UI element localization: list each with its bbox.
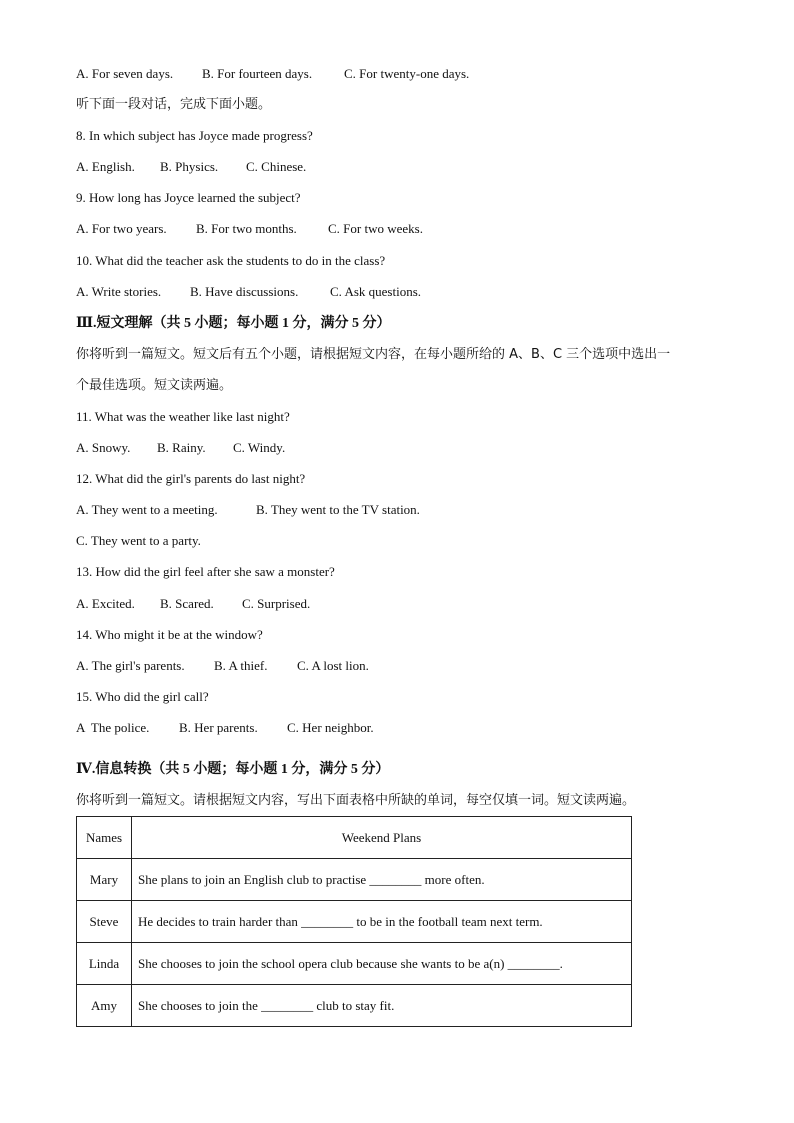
row-plan: He decides to train harder than ________ to be in the football team next term.: [132, 901, 632, 943]
line-text: 10. What did the teacher ask the students to do in the class?: [76, 253, 386, 268]
answer-option: B. Rainy.: [157, 440, 206, 455]
row-plan: She chooses to join the school opera club because she wants to be a(n) ________.: [132, 943, 632, 985]
answer-option: A. For seven days.: [76, 66, 174, 81]
answer-option: B. Her parents.: [179, 720, 258, 735]
answer-option: C. Surprised.: [242, 596, 311, 611]
line-text: 你将听到一篇短文。短文后有五个小题，请根据短文内容，在每小题所给的 A、B、C 三个选项中选出一: [76, 347, 671, 362]
answer-option: C. For two weeks.: [328, 221, 423, 236]
line-text: Ⅳ.信息转换（共 5 小题；每小题 1 分，满分 5 分）: [76, 762, 390, 777]
line-text: 15. Who did the girl call?: [76, 689, 209, 704]
answer-option: A. English.: [76, 159, 135, 174]
line-text: 8. In which subject has Joyce made progress?: [76, 128, 313, 143]
text-line: [76, 253, 385, 269]
text-line: [76, 190, 301, 206]
row-name: Steve: [77, 901, 132, 943]
line-text: Ⅲ.短文理解（共 5 小题；每小题 1 分，满分 5 分）: [76, 316, 391, 331]
answer-option: A. For two years.: [76, 221, 167, 236]
text-line: [76, 564, 335, 580]
table-row: [77, 943, 632, 985]
line-text: 12. What did the girl's parents do last night?: [76, 471, 306, 486]
answer-option: C. Chinese.: [246, 159, 307, 174]
text-line: [76, 409, 290, 425]
answer-option: B. Scared.: [160, 596, 214, 611]
weekend-plans-table: [76, 816, 632, 1027]
answer-option: A. They went to a meeting.: [76, 502, 218, 517]
line-text: C. They went to a party.: [76, 533, 201, 548]
answer-option: A. Write stories.: [76, 284, 162, 299]
answer-option: B. They went to the TV station.: [256, 502, 420, 517]
text-line: [76, 128, 313, 144]
text-line: [76, 97, 271, 113]
line-text: 13. How did the girl feel after she saw a monster?: [76, 564, 335, 579]
answer-option: B. For two months.: [196, 221, 297, 236]
line-text: 个最佳选项。短文读两遍。: [76, 378, 233, 393]
section-heading: [76, 762, 389, 778]
text-line: [76, 793, 635, 809]
answer-option: C. Ask questions.: [330, 284, 422, 299]
table-row: [77, 901, 632, 943]
line-text: 14. Who might it be at the window?: [76, 627, 263, 642]
answer-option: B. Physics.: [160, 159, 219, 174]
line-text: 11. What was the weather like last night?: [76, 409, 290, 424]
row-plan: She plans to join an English club to practise ________ more often.: [132, 859, 632, 901]
header-names: Names: [77, 817, 132, 859]
section-heading: [76, 316, 391, 332]
text-line: [76, 689, 209, 705]
table-header-row: [77, 817, 632, 859]
answer-option: A. Snowy.: [76, 440, 131, 455]
text-line: [76, 347, 670, 363]
answer-option: A The police.: [76, 720, 150, 735]
answer-option: C. Windy.: [233, 440, 286, 455]
row-name: Mary: [77, 859, 132, 901]
row-plan: She chooses to join the ________ club to stay fit.: [132, 985, 632, 1027]
row-name: Linda: [77, 943, 132, 985]
table-row: [77, 985, 632, 1027]
answer-option: B. Have discussions.: [190, 284, 299, 299]
text-line: [76, 627, 263, 643]
header-weekend-plans: Weekend Plans: [132, 817, 632, 859]
line-text: 听下面一段对话，完成下面小题。: [76, 97, 272, 112]
answer-option: B. For fourteen days.: [202, 66, 313, 81]
answer-option: C. Her neighbor.: [287, 720, 374, 735]
line-text: 9. How long has Joyce learned the subject?: [76, 190, 301, 205]
answer-option: C. For twenty-one days.: [344, 66, 470, 81]
text-line: [76, 533, 201, 549]
answer-option: C. A lost lion.: [297, 658, 369, 673]
answer-option: A. Excited.: [76, 596, 135, 611]
answer-option: A. The girl's parents.: [76, 658, 185, 673]
line-text: 你将听到一篇短文。请根据短文内容，写出下面表格中所缺的单词，每空仅填一词。短文读两遍。: [76, 793, 636, 808]
row-name: Amy: [77, 985, 132, 1027]
table-row: [77, 859, 632, 901]
answer-option: B. A thief.: [214, 658, 268, 673]
text-line: [76, 471, 305, 487]
text-line: [76, 378, 232, 394]
